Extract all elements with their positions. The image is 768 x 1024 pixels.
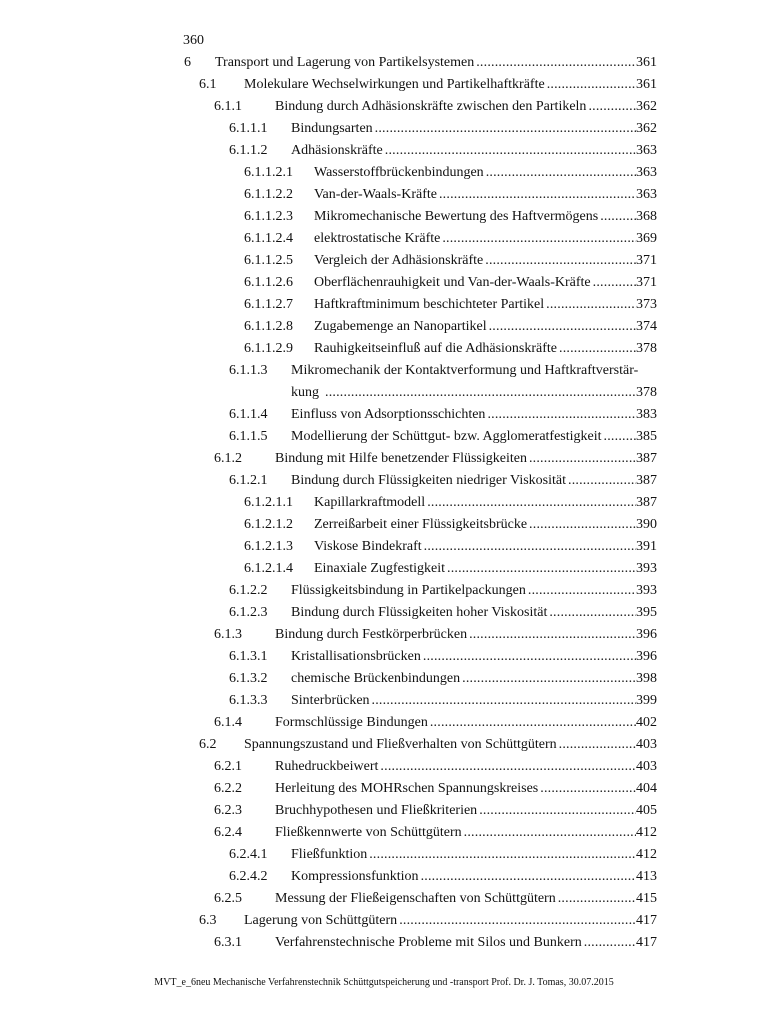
toc-entry-number: 6.2.2	[214, 781, 242, 796]
toc-entry-number: 6.1.2.3	[229, 605, 268, 620]
toc-entry-title: Vergleich der Adhäsionskräfte	[314, 253, 484, 268]
toc-entry[interactable]	[0, 494, 768, 516]
toc-entry-title: Bindung durch Festkörperbrücken	[275, 627, 468, 642]
toc-entry[interactable]	[0, 186, 768, 208]
toc-entry[interactable]	[0, 54, 768, 76]
toc-entry-number: 6.1.2.1.2	[244, 517, 293, 532]
toc-entry[interactable]	[0, 560, 768, 582]
toc-entry-number: 6.2.5	[214, 891, 242, 906]
toc-entry-page: 363	[636, 143, 657, 158]
toc-dot-leader	[546, 296, 636, 314]
toc-entry-number: 6.1.1.2.4	[244, 231, 293, 246]
toc-dot-leader	[476, 54, 636, 72]
toc-entry[interactable]	[0, 692, 768, 714]
toc-entry-number: 6.1.1.4	[229, 407, 268, 422]
toc-entry-page: 362	[636, 99, 657, 114]
toc-entry[interactable]	[0, 274, 768, 296]
toc-dot-leader	[430, 714, 636, 732]
page-footer: MVT_e_6neu Mechanische Verfahrenstechnik Schüttgutspeicherung und -transport Prof. Dr. J. Tomas, 30.07.2015	[154, 977, 614, 988]
toc-entry-title: Messung der Fließeigenschaften von Schüttgütern	[275, 891, 556, 906]
toc-dot-leader	[559, 736, 636, 754]
toc-entry-page: 398	[636, 671, 657, 686]
toc-entry-number: 6.1.1.2.5	[244, 253, 293, 268]
toc-dot-leader	[380, 758, 636, 776]
toc-entry-page: 369	[636, 231, 657, 246]
toc-entry-page: 387	[636, 495, 657, 510]
page-number: 360	[183, 33, 204, 48]
toc-entry-number: 6.1.2.1.1	[244, 495, 293, 510]
toc-entry[interactable]	[0, 846, 768, 868]
toc-entry-number: 6.1.1.2.1	[244, 165, 293, 180]
toc-entry-title: Bindung durch Flüssigkeiten niedriger Viskosität	[291, 473, 566, 488]
toc-dot-leader	[549, 604, 636, 622]
toc-entry[interactable]	[0, 208, 768, 230]
toc-entry-page: 361	[636, 55, 657, 70]
toc-dot-leader	[447, 560, 636, 578]
toc-entry[interactable]	[0, 538, 768, 560]
toc-dot-leader	[439, 186, 636, 204]
toc-entry[interactable]	[0, 340, 768, 362]
toc-entry-number: 6.1.3.3	[229, 693, 268, 708]
toc-entry-number: 6.2	[199, 737, 217, 752]
toc-entry[interactable]	[0, 648, 768, 670]
toc-entry[interactable]	[0, 516, 768, 538]
toc-entry[interactable]	[0, 912, 768, 934]
toc-dot-leader	[442, 230, 636, 248]
toc-entry[interactable]	[0, 758, 768, 780]
toc-entry-number: 6.2.3	[214, 803, 242, 818]
toc-dot-leader	[489, 318, 636, 336]
toc-entry-number: 6.1.1.2.2	[244, 187, 293, 202]
toc-entry-title: Rauhigkeitseinfluß auf die Adhäsionskräfte	[314, 341, 557, 356]
toc-entry-page: 387	[636, 451, 657, 466]
toc-entry-number: 6	[184, 55, 191, 70]
toc-entry-page: 368	[636, 209, 657, 224]
toc-entry-title: Transport und Lagerung von Partikelsystemen	[215, 55, 475, 70]
toc-entry-number: 6.3.1	[214, 935, 242, 950]
toc-entry-number: 6.1.4	[214, 715, 242, 730]
toc-dot-leader	[559, 340, 636, 358]
toc-entry-number: 6.2.4	[214, 825, 242, 840]
toc-entry-number: 6.1.3.1	[229, 649, 268, 664]
toc-entry-title: kung	[291, 385, 319, 400]
toc-entry-title: Flüssigkeitsbindung in Partikelpackungen	[291, 583, 526, 598]
toc-entry-title: Kristallisationsbrücken	[291, 649, 421, 664]
toc-entry-page: 361	[636, 77, 657, 92]
toc-entry-page: 391	[636, 539, 657, 554]
toc-entry-title: Lagerung von Schüttgütern	[244, 913, 398, 928]
toc-entry-page: 393	[636, 561, 657, 576]
toc-entry-title: Sinterbrücken	[291, 693, 370, 708]
toc-entry[interactable]	[0, 76, 768, 98]
toc-dot-leader	[469, 626, 636, 644]
toc-entry-page: 417	[636, 913, 657, 928]
toc-entry[interactable]	[0, 670, 768, 692]
toc-entry-page: 363	[636, 165, 657, 180]
toc-dot-leader	[547, 76, 636, 94]
toc-entry-title: Viskose Bindekraft	[314, 539, 422, 554]
toc-entry[interactable]	[0, 120, 768, 142]
toc-entry-page: 399	[636, 693, 657, 708]
toc-entry-title: Kompressionsfunktion	[291, 869, 419, 884]
toc-entry-page: 378	[636, 385, 657, 400]
toc-entry-title: Molekulare Wechselwirkungen und Partikelhaftkräfte	[244, 77, 545, 92]
toc-dot-leader	[479, 802, 636, 820]
toc-entry-title: Modellierung der Schüttgut- bzw. Agglomeratfestigkeit	[291, 429, 602, 444]
toc-entry-title: Haftkraftminimum beschichteter Partikel	[314, 297, 545, 312]
toc-entry-number: 6.1.2.1	[229, 473, 268, 488]
toc-entry-number: 6.2.1	[214, 759, 242, 774]
toc-entry-page: 403	[636, 737, 657, 752]
toc-entry-page: 417	[636, 935, 657, 950]
toc-entry-title: Bindung durch Flüssigkeiten hoher Viskosität	[291, 605, 548, 620]
toc-entry-title: Spannungszustand und Fließverhalten von Schüttgütern	[244, 737, 557, 752]
toc-entry[interactable]	[0, 582, 768, 604]
toc-entry-title: elektrostatische Kräfte	[314, 231, 441, 246]
toc-entry-title: Fließfunktion	[291, 847, 368, 862]
toc-entry-page: 396	[636, 649, 657, 664]
toc-entry-page: 403	[636, 759, 657, 774]
toc-entry[interactable]	[0, 626, 768, 648]
toc-dot-leader	[464, 824, 636, 842]
toc-dot-leader	[369, 846, 636, 864]
toc-dot-leader	[375, 120, 636, 138]
toc-entry-page: 412	[636, 847, 657, 862]
toc-dot-leader	[540, 780, 636, 798]
toc-entry-page: 363	[636, 187, 657, 202]
toc-entry[interactable]	[0, 604, 768, 626]
toc-entry[interactable]	[0, 362, 768, 384]
toc-entry-title: Einfluss von Adsorptionsschichten	[291, 407, 486, 422]
toc-entry-title: Oberflächenrauhigkeit und Van-der-Waals-Kräfte	[314, 275, 591, 290]
toc-entry-title: Bruchhypothesen und Fließkriterien	[275, 803, 478, 818]
toc-entry-page: 371	[636, 275, 657, 290]
toc-entry-number: 6.1.1.2.9	[244, 341, 293, 356]
toc-entry[interactable]	[0, 142, 768, 164]
toc-entry[interactable]	[0, 98, 768, 120]
toc-entry-page: 395	[636, 605, 657, 620]
toc-entry-page: 373	[636, 297, 657, 312]
toc-entry-title: Herleitung des MOHRschen Spannungskreises	[275, 781, 539, 796]
toc-entry-title: Wasserstoffbrückenbindungen	[314, 165, 484, 180]
toc-entry[interactable]	[0, 934, 768, 956]
toc-entry-page: 413	[636, 869, 657, 884]
table-of-contents	[0, 54, 768, 956]
toc-entry-number: 6.1.1.1	[229, 121, 268, 136]
toc-dot-leader	[462, 670, 636, 688]
toc-dot-leader	[486, 164, 636, 182]
toc-entry-title: Ruhedruckbeiwert	[275, 759, 379, 774]
toc-entry[interactable]	[0, 428, 768, 450]
toc-entry-title: chemische Brückenbindungen	[291, 671, 461, 686]
toc-entry-number: 6.1.1.2.6	[244, 275, 293, 290]
toc-dot-leader	[588, 98, 636, 116]
toc-entry-title: Mikromechanik der Kontaktverformung und Haftkraftverstär-	[291, 363, 639, 378]
toc-entry-title: Verfahrenstechnische Probleme mit Silos und Bunkern	[275, 935, 582, 950]
toc-entry-number: 6.1.2.1.4	[244, 561, 293, 576]
toc-entry-page: 412	[636, 825, 657, 840]
toc-dot-leader	[528, 582, 636, 600]
toc-entry-number: 6.1.1.5	[229, 429, 268, 444]
toc-entry-page: 362	[636, 121, 657, 136]
toc-entry-title: Zerreißarbeit einer Flüssigkeitsbrücke	[314, 517, 528, 532]
toc-dot-leader	[604, 428, 636, 446]
toc-entry[interactable]	[0, 318, 768, 340]
toc-entry-title: Bindung durch Adhäsionskräfte zwischen den Partikeln	[275, 99, 587, 114]
toc-dot-leader	[584, 934, 636, 952]
toc-entry-number: 6.1.3	[214, 627, 242, 642]
toc-entry-number: 6.1.3.2	[229, 671, 268, 686]
toc-entry[interactable]	[0, 230, 768, 252]
toc-entry[interactable]	[0, 406, 768, 428]
toc-dot-leader	[399, 912, 636, 930]
toc-entry[interactable]	[0, 472, 768, 494]
toc-entry-page: 405	[636, 803, 657, 818]
toc-entry-title: Zugabemenge an Nanopartikel	[314, 319, 487, 334]
toc-entry-page: 396	[636, 627, 657, 642]
toc-dot-leader	[568, 472, 636, 490]
toc-entry[interactable]	[0, 890, 768, 912]
toc-entry[interactable]	[0, 296, 768, 318]
toc-dot-leader	[600, 208, 636, 226]
toc-entry-page: 378	[636, 341, 657, 356]
toc-dot-leader	[529, 450, 636, 468]
toc-entry-page: 390	[636, 517, 657, 532]
toc-entry-title: Formschlüssige Bindungen	[275, 715, 428, 730]
toc-entry-page: 393	[636, 583, 657, 598]
toc-entry[interactable]	[0, 780, 768, 802]
toc-entry-number: 6.1.1.2.7	[244, 297, 293, 312]
toc-entry[interactable]	[0, 802, 768, 824]
toc-dot-leader	[427, 494, 636, 512]
toc-dot-leader	[558, 890, 636, 908]
toc-entry-number: 6.1.2.1.3	[244, 539, 293, 554]
toc-entry[interactable]	[0, 164, 768, 186]
toc-entry-title: Einaxiale Zugfestigkeit	[314, 561, 446, 576]
toc-entry-number: 6.1.1.2.3	[244, 209, 293, 224]
toc-entry-title: Adhäsionskräfte	[291, 143, 383, 158]
toc-dot-leader	[385, 142, 636, 160]
toc-entry-page: 383	[636, 407, 657, 422]
toc-entry-page: 404	[636, 781, 657, 796]
toc-entry-page: 371	[636, 253, 657, 268]
toc-entry-page: 415	[636, 891, 657, 906]
toc-dot-leader	[485, 252, 636, 270]
toc-entry-page: 385	[636, 429, 657, 444]
toc-entry-number: 6.2.4.2	[229, 869, 268, 884]
toc-dot-leader	[421, 868, 636, 886]
toc-entry-title: Van-der-Waals-Kräfte	[314, 187, 437, 202]
toc-entry-page: 402	[636, 715, 657, 730]
toc-entry-page: 387	[636, 473, 657, 488]
toc-entry[interactable]	[0, 450, 768, 472]
toc-entry-number: 6.2.4.1	[229, 847, 268, 862]
toc-dot-leader	[424, 538, 636, 556]
toc-entry-number: 6.3	[199, 913, 217, 928]
toc-dot-leader	[487, 406, 636, 424]
toc-entry-number: 6.1.2	[214, 451, 242, 466]
toc-entry-title: Bindung mit Hilfe benetzender Flüssigkeiten	[275, 451, 527, 466]
toc-dot-leader	[325, 384, 636, 402]
toc-entry[interactable]	[0, 714, 768, 736]
toc-entry-number: 6.1.1.2.8	[244, 319, 293, 334]
toc-entry[interactable]	[0, 736, 768, 758]
toc-dot-leader	[423, 648, 636, 666]
toc-entry-title: Kapillarkraftmodell	[314, 495, 426, 510]
toc-entry-number: 6.1.2.2	[229, 583, 268, 598]
toc-dot-leader	[372, 692, 636, 710]
toc-entry-number: 6.1.1.3	[229, 363, 268, 378]
toc-dot-leader	[593, 274, 636, 292]
toc-entry-title: Fließkennwerte von Schüttgütern	[275, 825, 462, 840]
toc-entry-number: 6.1	[199, 77, 217, 92]
toc-entry-title: Bindungsarten	[291, 121, 373, 136]
toc-entry-number: 6.1.1	[214, 99, 242, 114]
toc-entry-title: Mikromechanische Bewertung des Haftvermögens	[314, 209, 599, 224]
toc-entry-number: 6.1.1.2	[229, 143, 268, 158]
toc-entry[interactable]	[0, 384, 768, 406]
toc-entry[interactable]	[0, 252, 768, 274]
toc-entry[interactable]	[0, 868, 768, 890]
toc-dot-leader	[529, 516, 636, 534]
toc-entry[interactable]	[0, 824, 768, 846]
toc-entry-page: 374	[636, 319, 657, 334]
